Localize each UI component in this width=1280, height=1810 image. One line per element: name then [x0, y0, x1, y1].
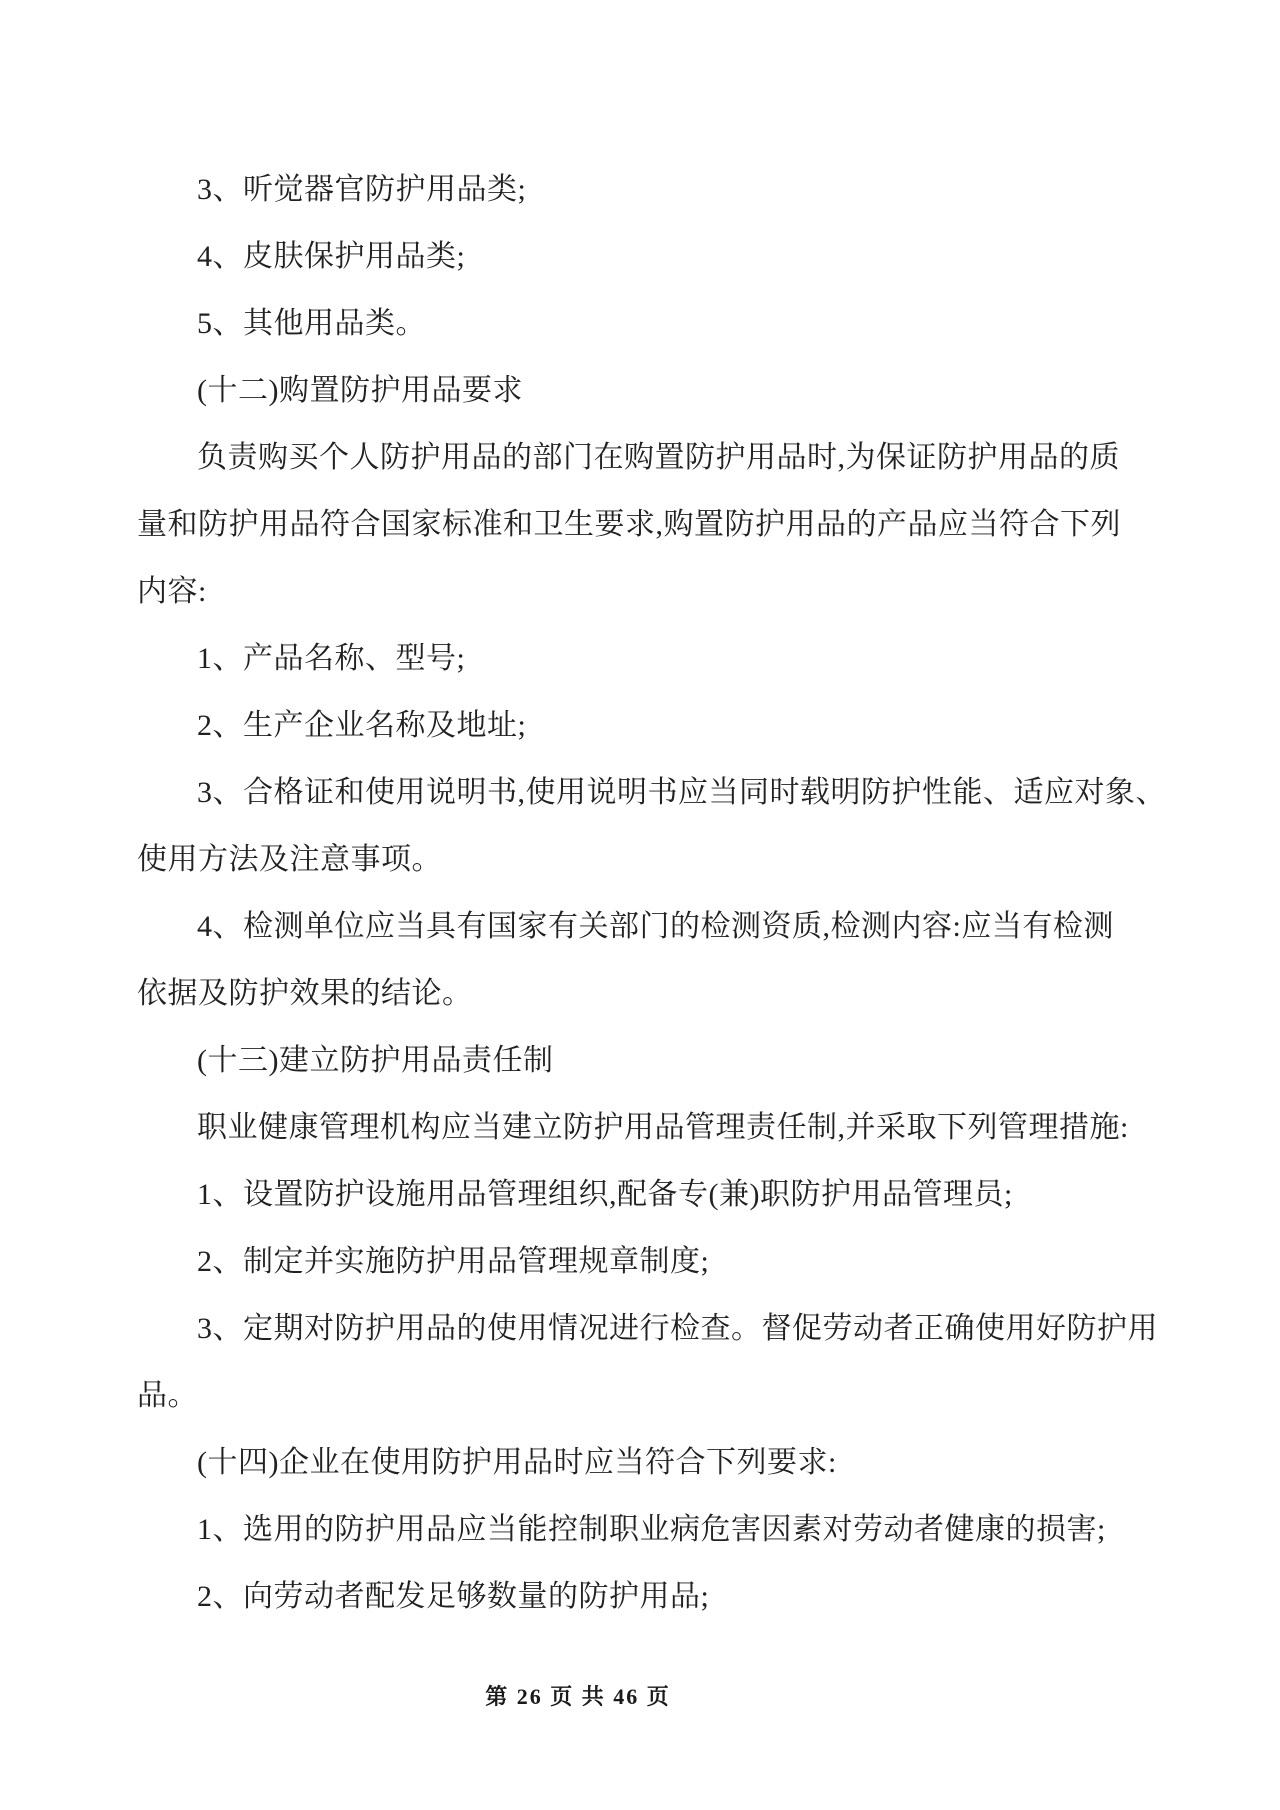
text-line: 3、听觉器官防护用品类;: [197, 173, 527, 206]
text-line: 负责购买个人防护用品的部门在购置防护用品时,为保证防护用品的质: [197, 441, 1120, 474]
text-line: 3、合格证和使用说明书,使用说明书应当同时载明防护性能、适应对象、: [197, 776, 1166, 809]
text-line: 职业健康管理机构应当建立防护用品管理责任制,并采取下列管理措施:: [197, 1111, 1129, 1144]
text-line: 4、皮肤保护用品类;: [197, 240, 466, 273]
text-line: 1、产品名称、型号;: [197, 642, 466, 675]
page-number-text: 第 26 页 共 46 页: [485, 1684, 671, 1709]
text-line: 品。: [137, 1379, 198, 1412]
page-footer: [0, 1680, 1156, 1711]
text-line: 2、生产企业名称及地址;: [197, 709, 527, 742]
text-line: 3、定期对防护用品的使用情况进行检查。督促劳动者正确使用好防护用: [197, 1312, 1158, 1345]
text-line: 使用方法及注意事项。: [137, 843, 442, 876]
text-line: 1、设置防护设施用品管理组织,配备专(兼)职防护用品管理员;: [197, 1178, 1013, 1211]
text-line: 依据及防护效果的结论。: [137, 977, 473, 1010]
text-line: 量和防护用品符合国家标准和卫生要求,购置防护用品的产品应当符合下列: [137, 508, 1121, 541]
text-line: 1、选用的防护用品应当能控制职业病危害因素对劳动者健康的损害;: [197, 1513, 1106, 1546]
text-line: 2、制定并实施防护用品管理规章制度;: [197, 1245, 710, 1278]
text-line: (十三)建立防护用品责任制: [197, 1044, 554, 1077]
text-line: 内容:: [137, 575, 207, 608]
text-line: 4、检测单位应当具有国家有关部门的检测资质,检测内容:应当有检测: [197, 910, 1114, 943]
text-line: (十二)购置防护用品要求: [197, 374, 523, 407]
text-line: (十四)企业在使用防护用品时应当符合下列要求:: [197, 1446, 837, 1479]
text-line: 5、其他用品类。: [197, 307, 426, 340]
text-line: 2、向劳动者配发足够数量的防护用品;: [197, 1580, 710, 1613]
